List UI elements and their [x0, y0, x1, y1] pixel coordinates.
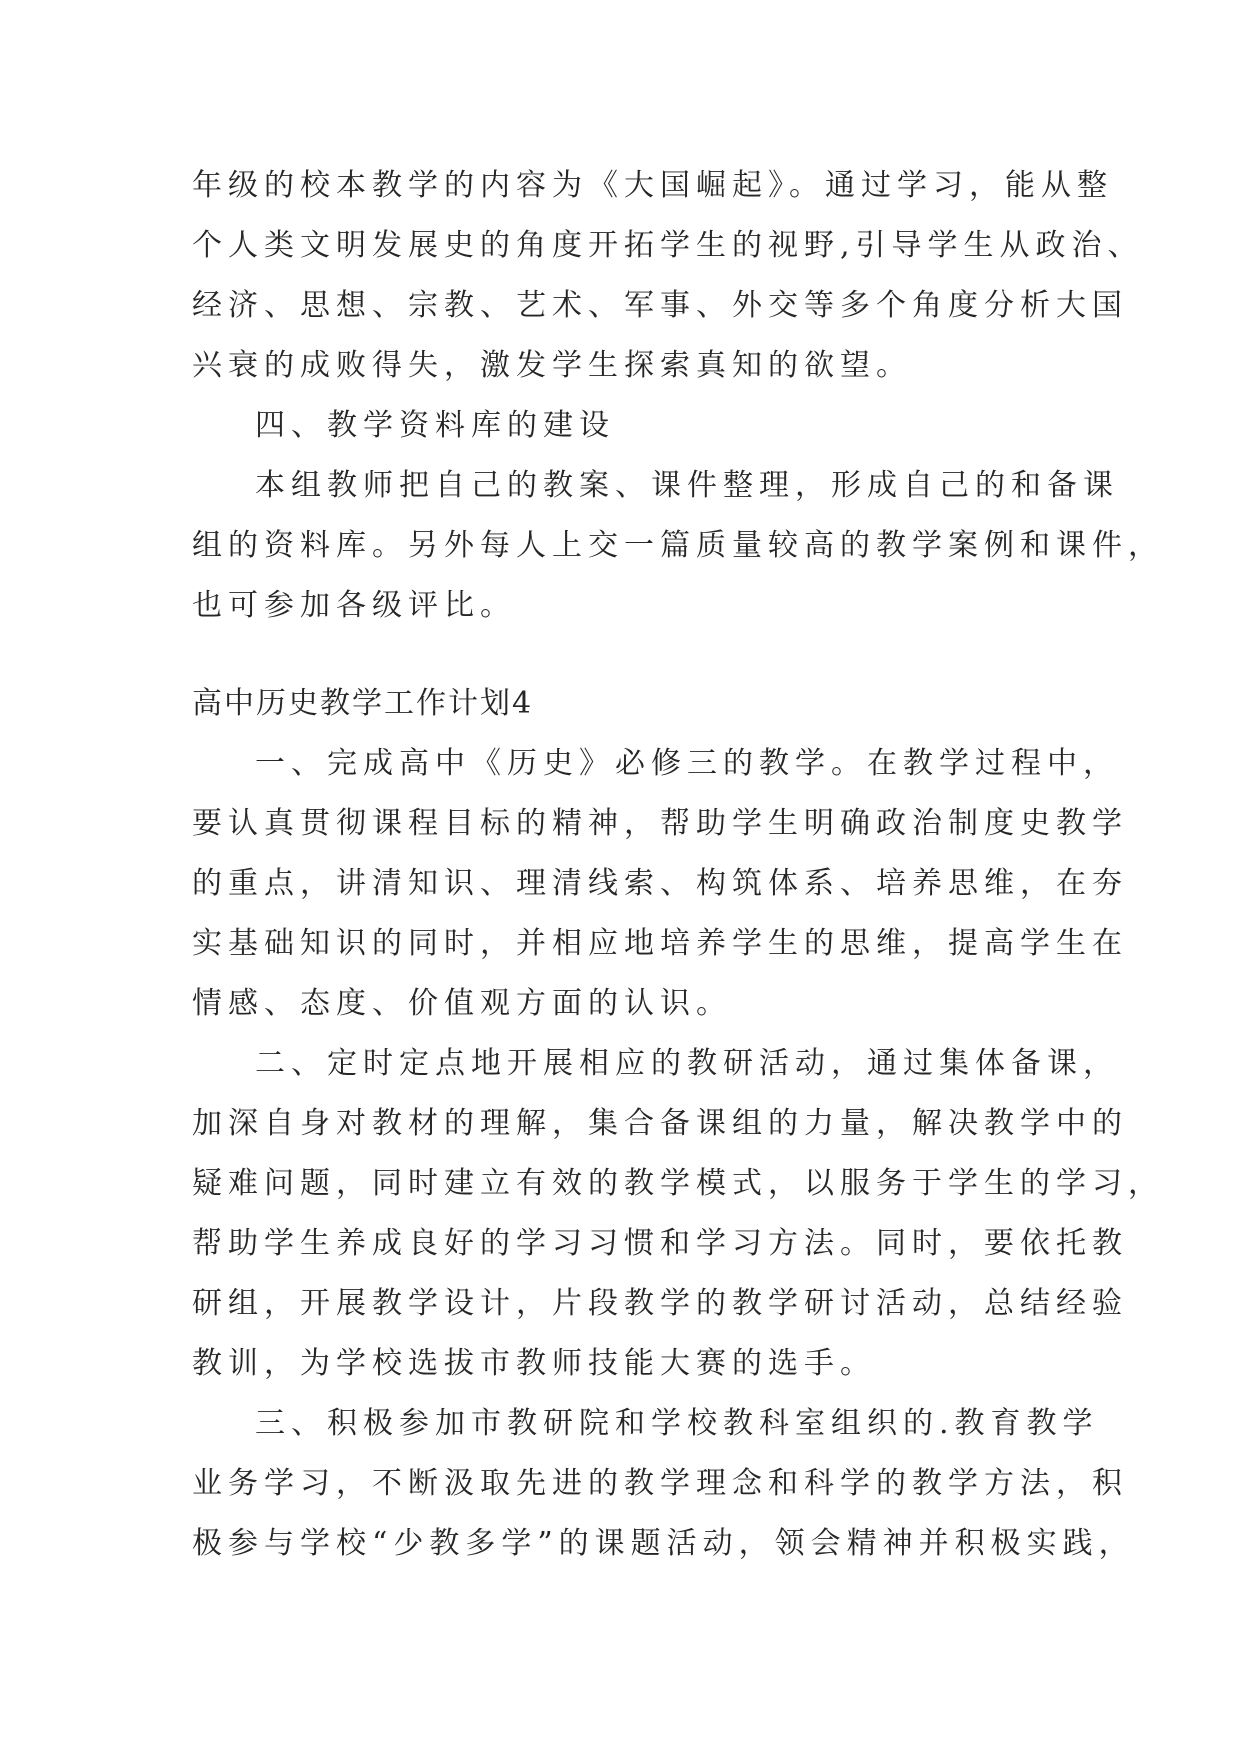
paragraph-line: 的重点，讲清知识、理清线索、构筑体系、培养思维，在夯: [192, 866, 1128, 901]
paragraph-line: 年级的校本教学的内容为《大国崛起》。通过学习，能从整: [192, 168, 1113, 203]
paragraph-line: 情感、态度、价值观方面的认识。: [192, 986, 732, 1021]
document-section-title: 高中历史教学工作计划4: [192, 686, 534, 721]
text-block-plan-4: [192, 674, 1164, 1574]
paragraph-line: 教训，为学校选拔市教师技能大赛的选手。: [192, 1346, 876, 1381]
paragraph-line: 本组教师把自己的教案、课件整理，形成自己的和备课: [255, 468, 1119, 503]
text-block-continuation: [192, 156, 1164, 636]
paragraph-line: 帮助学生养成良好的学习习惯和学习方法。同时，要依托教: [192, 1226, 1128, 1261]
paragraph-line: 三、积极参加市教研院和学校教科室组织的.教育教学: [255, 1406, 1099, 1441]
paragraph-line: 一、完成高中《历史》必修三的教学。在教学过程中，: [255, 746, 1119, 781]
paragraph-line: 二、定时定点地开展相应的教研活动，通过集体备课，: [255, 1046, 1119, 1081]
section-heading: 四、教学资料库的建设: [255, 408, 615, 443]
paragraph-line: 也可参加各级评比。: [192, 588, 516, 623]
paragraph-line: 极参与学校“少教多学”的课题活动，领会精神并积极实践，: [192, 1526, 1135, 1561]
paragraph-line: 兴衰的成败得失，激发学生探索真知的欲望。: [192, 348, 912, 383]
paragraph-line: 业务学习，不断汲取先进的教学理念和科学的教学方法，积: [192, 1466, 1128, 1501]
paragraph-line: 加深自身对教材的理解，集合备课组的力量，解决教学中的: [192, 1106, 1128, 1141]
paragraph-line: 经济、思想、宗教、艺术、军事、外交等多个角度分析大国: [192, 288, 1128, 323]
paragraph-line: 研组，开展教学设计，片段教学的教学研讨活动，总结经验: [192, 1286, 1128, 1321]
paragraph-line: 疑难问题，同时建立有效的教学模式，以服务于学生的学习，: [192, 1166, 1164, 1201]
paragraph-line: 组的资料库。另外每人上交一篇质量较高的教学案例和课件，: [192, 528, 1164, 563]
paragraph-line: 要认真贯彻课程目标的精神，帮助学生明确政治制度史教学: [192, 806, 1128, 841]
paragraph-line: 实基础知识的同时，并相应地培养学生的思维，提高学生在: [192, 926, 1128, 961]
paragraph-line: 个人类文明发展史的角度开拓学生的视野,引导学生从政治、: [192, 228, 1144, 263]
